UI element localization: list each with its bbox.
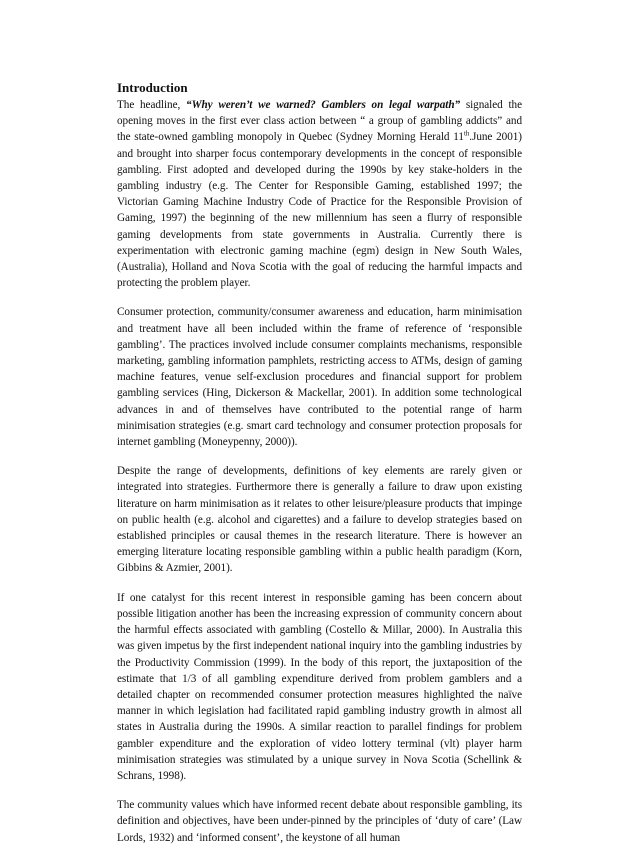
document-page — [117, 80, 522, 859]
paragraph-5: The community values which have informed recent debate about responsible gambling, its definition and objectives, have been under-pinned by the principles of ‘duty of care’ (Law Lords, 1932) and ‘informed consent’, the keystone of all human — [117, 799, 522, 844]
paragraph-4: If one catalyst for this recent interest in responsible gaming has been concern about possible litigation another has been the increasing expression of community concern about the harmful effects associated with gambling (Costello & Millar, 2000). In Australia this was given impetus by the first independent national inquiry into the gambling industries by the Productivity Commission (1999). In the body of this report, the juxtaposition of the estimate that 1/3 of all gambling expenditure derived from problem gamblers and a detailed chapter on recommended consumer protection measures highlighted the naïve manner in which legislation had facilitated rapid gambling industry growth in almost all states in Australia during the 1990s. A similar reaction to parallel findings for problem gambler expenditure and the exploration of video lottery terminal (vlt) player harm minimisation strategies was stimulated by a unique survey in Nova Scotia (Schellink & Schrans, 1998). — [117, 591, 522, 782]
paragraph-2: Consumer protection, community/consumer awareness and education, harm minimisation and treatment have all been included within the frame of reference of ‘responsible gambling’. The practices involved include consumer complaints mechanisms, responsible marketing, gambling information pamphlets, restricting access to ATMs, design of gaming machine features, venue self-exclusion procedures and financial support for problem gambling services (Hing, Dickerson & Mackellar, 2001). In addition some technological advances in and of themselves have contributed to the potential range of harm minimisation strategies (e.g. smart card technology and consumer protection proposals for internet gambling (Moneypenny, 2000)). — [117, 306, 522, 449]
paragraph-1 — [117, 97, 522, 291]
section-heading: Introduction — [117, 80, 188, 95]
p1-pre: The headline, — [117, 99, 187, 111]
headline-quote: “Why weren’t we warned? Gamblers on legal warpath” — [186, 99, 461, 111]
ordinal-suffix: th — [463, 129, 470, 138]
p1-mid: signaled the opening moves in the first ever class action between “ a group of gambling addicts” and the state-owned gambling monopoly in Quebec (Sydney Morning Herald 11 — [117, 99, 522, 144]
paragraph-3: Despite the range of developments, definitions of key elements are rarely given or integrated into strategies. Furthermore there is generally a failure to draw upon existing literature on harm minimisation as it relates to other leisure/pleasure products that impinge on public health (e.g. alcohol and cigarettes) and a failure to develop strategies based on established principles or causal themes in the research literature. There is however an emerging literature locating responsible gambling within a public health paradigm (Korn, Gibbins & Azmier, 2001). — [117, 465, 522, 575]
p1-post: .June 2001) and brought into sharper focus contemporary developments in the concept of responsible gambling. First adopted and developed during the 1990s by key stake-holders in the gambling industry (e.g. The Center for Responsible Gaming, established 1997; the Victorian Gaming Machine Industry Code of Practice for the Responsible Provision of Gaming, 1997) the beginning of the new millennium has seen a flurry of responsible gaming developments from state governments in Australia. Currently there is experimentation with electronic gaming machine (egm) design in New South Wales, (Australia), Holland and Nova Scotia with the goal of reducing the harmful impacts and protecting the problem player. — [117, 131, 522, 290]
